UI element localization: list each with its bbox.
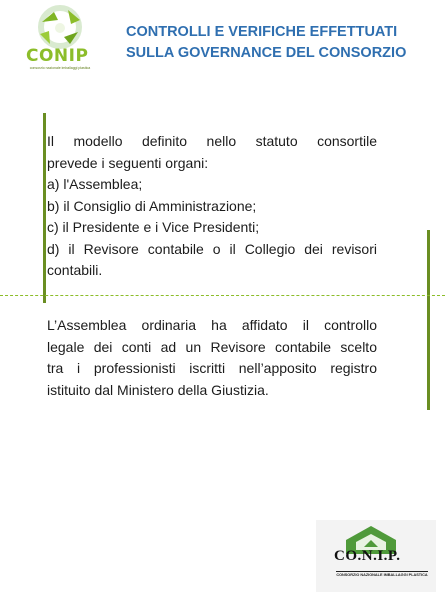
footer-logo-wordmark: CO.N.I.P. bbox=[334, 548, 401, 564]
paragraph-line: legale dei conti ad un Revisore contabile scelto bbox=[47, 338, 377, 355]
paragraph-line: contabili. bbox=[47, 262, 103, 278]
logo-wordmark: CONIP bbox=[26, 46, 89, 66]
audit-paragraph bbox=[47, 315, 377, 401]
paragraph-line: Il modello definito nello statuto consortile bbox=[47, 133, 377, 149]
paragraph-line: tra i professionisti iscritti nell’apposito registro bbox=[47, 360, 377, 376]
list-item: d) il Revisore contabile o il Collegio dei revisori bbox=[47, 240, 377, 257]
title-line-2: SULLA GOVERNANCE DEL CONSORZIO bbox=[126, 45, 407, 61]
footer-logo-subtitle: CONSORZIO NAZIONALE IMBALLAGGI PLASTICA bbox=[336, 573, 428, 577]
list-item: c) il Presidente e i Vice Presidenti; bbox=[47, 219, 260, 235]
list-item: b) il Consiglio di Amministrazione; bbox=[47, 197, 257, 214]
left-vertical-rule bbox=[43, 113, 46, 303]
dashed-divider bbox=[0, 295, 445, 296]
logo-subtitle: consorzio nazionale imballaggi plastica bbox=[29, 66, 91, 70]
recycle-arrows-icon bbox=[20, 4, 100, 50]
list-item: a) l'Assemblea; bbox=[47, 176, 143, 192]
paragraph-line: prevede i seguenti organi: bbox=[47, 154, 209, 171]
page-title bbox=[126, 22, 426, 64]
right-vertical-rule bbox=[427, 230, 430, 410]
paragraph-line: L’Assemblea ordinaria ha affidato il controllo bbox=[47, 317, 377, 333]
paragraph-line: istituito dal Ministero della Giustizia. bbox=[47, 381, 269, 398]
governance-organs-paragraph bbox=[47, 131, 377, 282]
title-line-1: CONTROLLI E VERIFICHE EFFETTUATI bbox=[126, 24, 398, 40]
